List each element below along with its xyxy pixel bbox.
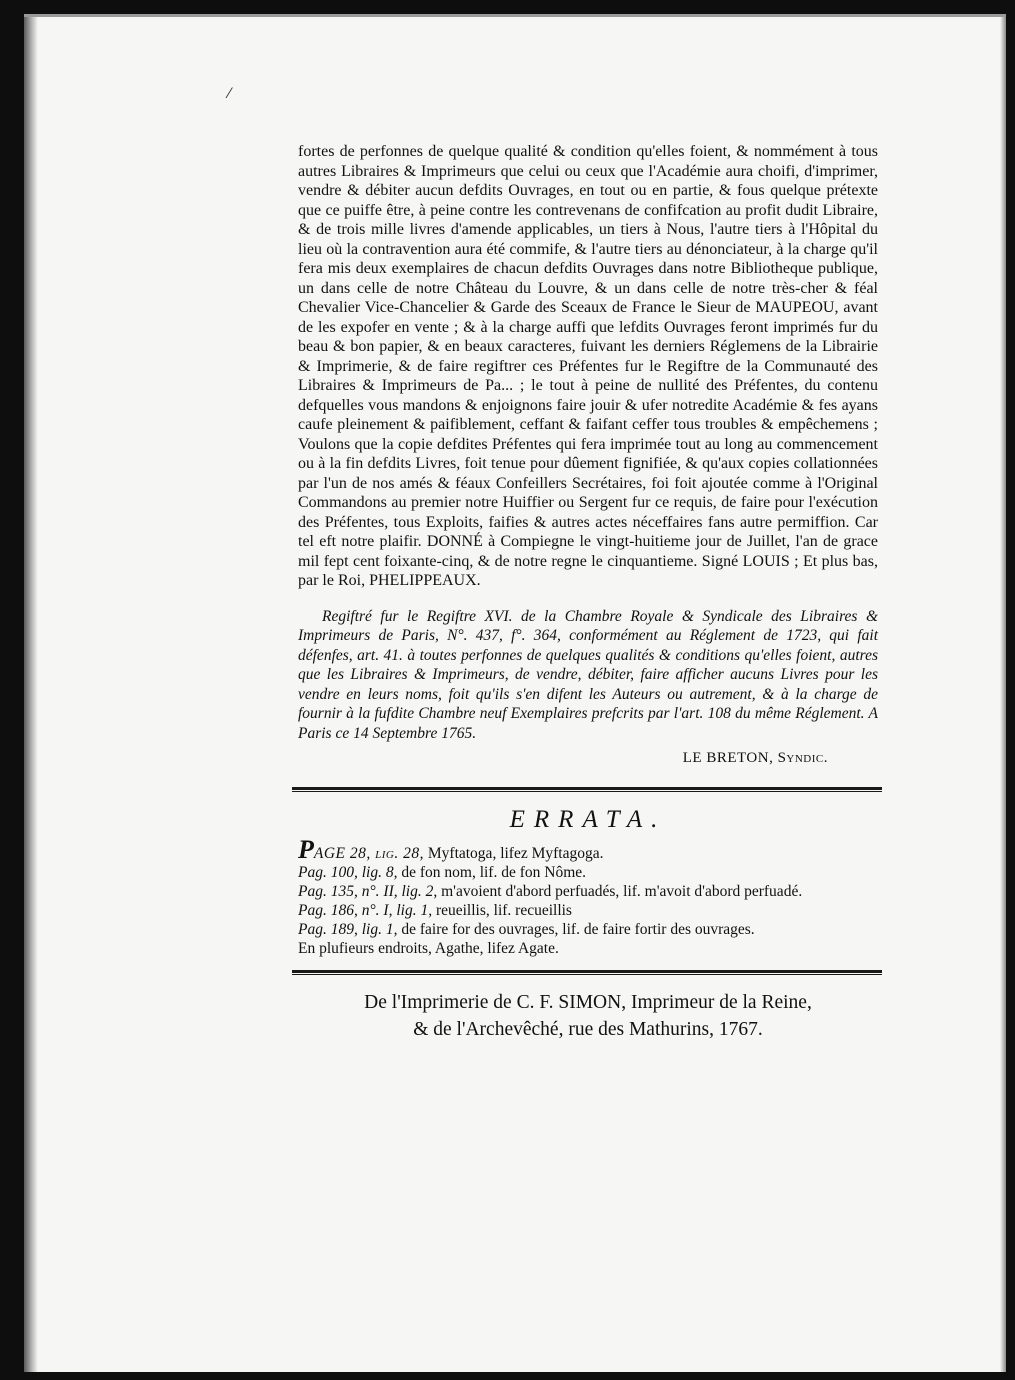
errata-item [298,882,878,901]
page-top-shadow [24,14,1006,17]
errata-ref: Pag. 189, lig. 1, [298,920,398,938]
errata-text: En plufieurs endroits, Agathe, lifez Agate. [298,939,559,957]
errata-text: reueillis, lif. recueillis [435,901,572,919]
errata-item [298,834,878,864]
page-left-shadow [24,14,38,1372]
errata-ref: Pag. 186, n°. I, lig. 1, [298,901,433,919]
errata-text: Myftatoga, lifez Myftagoga. [427,844,604,862]
errata-text: de faire for des ouvrages, lif. de faire fortir des ouvrages. [401,920,755,938]
privilege-paragraph: fortes de perfonnes de quelque qualité & condition qu'elles foient, & nommément à tous autres Libraires & Imprimeurs que celui ou ceux que l'Académie aura choifi, d'imprimer, vendre & débiter aucun defdits Ouvrages, en tout ou en partie, & fous quelque prétexte que ce puiffe être, à peine contre les contrevenans de confifcation au profit dudit Libraire, & de trois mille livres d'amende applicables, un tiers à Nous, l'autre tiers à l'Hôpital du lieu où la contravention aura été commife, & l'autre tiers au dénonciateur, à la charge qu'il fera mis deux exemplaires de chacun defdits Ouvrages dans notre Bibliotheque publique, un dans celle de notre Château du Louvre, & un dans celle de notre très-cher & féal Chevalier Vice-Chancelier & Garde des Sceaux de France le Sieur de MAUPEOU, avant de les expofer en vente ; & à la charge auffi que lefdits Ouvrages feront imprimés fur du beau & bon papier, & en beaux caracteres, fuivant les derniers Réglemens de la Librairie & Imprimerie, & de faire regiftrer ces Préfentes fur le Regiftre de la Communauté des Libraires & Imprimeurs de Pa... ; le tout à peine de nullité des Préfentes, du contenu defquelles vous mandons & enjoignons faire jouir & ufer notredite Académie & fes ayans caufe pleinement & paifiblement, ceffant & faifant ceffer tous troubles & empêchemens ; Voulons que la copie defdites Préfentes qui fera imprimée tout au long au commencement ou à la fin defdits Livres, foit tenue pour dûement fignifiée, & qu'aux copies collationnées par l'un de nos amés & féaux Confeillers Secrétaires, foi foit ajoutée comme à l'Original Commandons au premier notre Huiffier ou Sergent fur ce requis, de faire pour l'exécution des Préfentes, tous Exploits, faifies & autres actes néceffaires fans autre permiffion. Car tel eft notre plaifir. DONNÉ à Compiegne le vingt-huitieme jour de Juillet, l'an de grace mil fept cent foixante-cinq, & de notre regne le cinquantieme. Signé LOUIS ; Et plus bas, par le Roi, PHELIPPEAUX. [298,143,878,589]
errata-ref: Pag. 100, lig. 8, [298,863,398,881]
errata-ref: AGE 28, lig. 28, [313,844,424,862]
document-page [24,14,1006,1372]
syndic-signature: LE BRETON, Syndic. [682,749,828,766]
imprint-line-2: & de l'Archevêché, rue des Mathurins, 1767. [413,1018,763,1040]
errata-ref: Pag. 135, n°. II, lig. 2, [298,882,438,900]
divider-rule-bottom [292,970,882,975]
margin-mark: ⁄ [228,86,231,102]
imprint-line-1: De l'Imprimerie de C. F. SIMON, Imprimeur de la Reine, [364,991,812,1013]
errata-dropcap: P [298,834,314,864]
errata-item [298,863,878,882]
errata-item [298,920,878,939]
errata-item [298,901,878,920]
errata-text: de fon nom, lif. de fon Nôme. [401,863,587,881]
page-right-shadow [1000,14,1006,1372]
page-content [298,142,878,1043]
errata-item [298,939,878,958]
divider-rule-top [292,787,882,792]
errata-list [298,834,878,958]
registration-paragraph: Regiftré fur le Regiftre XVI. de la Chambre Royale & Syndicale des Libraires & Imprimeurs de Paris, N°. 437, f°. 364, conformément au Réglement de 1723, qui fait défenfes, art. 41. à toutes perfonnes de quelques qualités & conditions qu'elles foient, autres que les Libraires & Imprimeurs, de vendre, débiter, faire afficher aucuns Livres pour les vendre en leurs noms, foit qu'ils s'en difent les Auteurs ou autrement, & à la charge de fournir à la fufdite Chambre neuf Exemplaires prefcrits par l'art. 108 du même Réglement. A Paris ce 14 Septembre 1765. [298,607,878,743]
errata-title: ERRATA. [509,805,667,833]
printer-imprint [298,989,878,1043]
errata-text: m'avoient d'abord perfuadés, lif. m'avoit d'abord perfuadé. [441,882,803,900]
